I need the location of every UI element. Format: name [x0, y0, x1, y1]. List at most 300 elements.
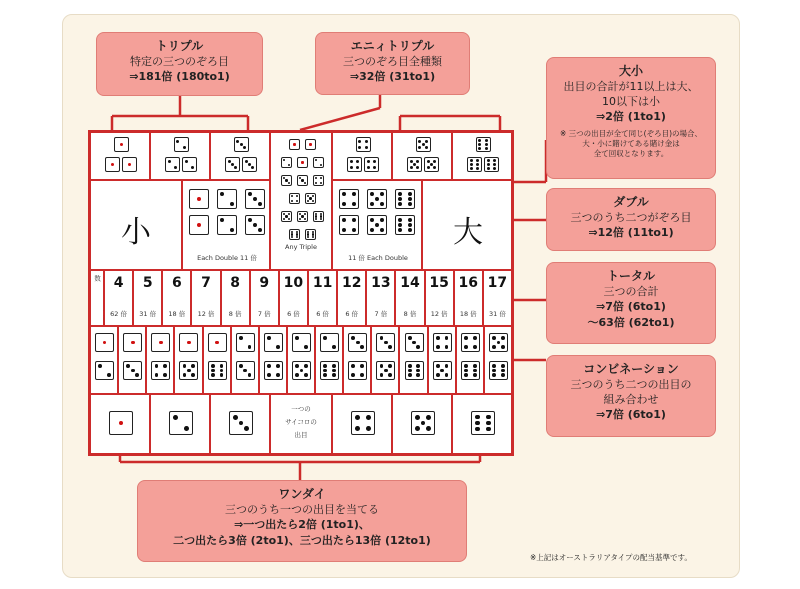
- total-number: 5: [142, 275, 153, 291]
- pip: [470, 159, 473, 162]
- die-face-3-icon: [242, 157, 257, 172]
- pip: [220, 218, 224, 222]
- pip: [107, 373, 111, 377]
- small-bet-area[interactable]: [90, 180, 182, 270]
- total-odds: 31 倍: [488, 310, 506, 318]
- die-face-1-icon: [151, 333, 170, 352]
- triple-callout: [96, 32, 263, 96]
- pip: [501, 345, 505, 349]
- any-triple-payout: ⇒32倍 (31to1): [349, 70, 436, 83]
- die-face-2-icon: [217, 215, 237, 235]
- pip: [296, 195, 298, 197]
- pip: [476, 163, 479, 166]
- pip: [408, 364, 412, 368]
- combination-3-6-bet-area[interactable]: [399, 326, 427, 394]
- pip: [426, 426, 431, 431]
- die-face-5-icon: [411, 411, 435, 435]
- pip: [174, 166, 177, 169]
- total-number: 17: [487, 275, 508, 291]
- pip: [421, 421, 426, 426]
- pip: [304, 364, 308, 368]
- pip: [398, 192, 402, 196]
- single-5-bet-area[interactable]: [392, 394, 452, 454]
- pip: [283, 159, 285, 161]
- pip: [487, 163, 490, 166]
- total-number: 4: [113, 275, 124, 291]
- pip: [309, 143, 311, 145]
- pip: [473, 364, 477, 368]
- pip: [295, 364, 299, 368]
- triple-4-bet-area[interactable]: [332, 132, 392, 180]
- pip: [408, 369, 412, 373]
- pip: [332, 369, 336, 373]
- pip: [253, 197, 257, 201]
- pip: [352, 228, 356, 232]
- double-right-area[interactable]: [332, 180, 422, 270]
- total-5-bet-area[interactable]: [133, 270, 162, 326]
- big-small-callout: [546, 57, 716, 179]
- big-label: 大: [453, 215, 483, 250]
- pip: [323, 336, 327, 340]
- die-face-5-icon: [179, 361, 198, 380]
- die-face-1-icon: [95, 333, 114, 352]
- pip: [119, 421, 124, 426]
- total-odds: 8 倍: [228, 310, 242, 318]
- combination-1-4-bet-area[interactable]: [146, 326, 174, 394]
- pip: [312, 195, 314, 197]
- die-face-3-icon: [123, 361, 142, 380]
- pip: [412, 341, 416, 345]
- pip: [332, 364, 336, 368]
- double-left-area[interactable]: [182, 180, 270, 270]
- pip: [173, 415, 178, 420]
- total-number: 8: [230, 275, 240, 291]
- total-number: 7: [201, 275, 211, 291]
- pip: [475, 421, 480, 426]
- pip: [367, 166, 370, 169]
- pip: [304, 373, 308, 377]
- pip: [301, 179, 303, 181]
- total-9-bet-area[interactable]: [250, 270, 279, 326]
- pip: [288, 164, 290, 166]
- pip: [398, 202, 402, 206]
- pip: [410, 160, 413, 163]
- pip: [478, 139, 481, 142]
- pip: [131, 341, 135, 345]
- combination-4-6-bet-area[interactable]: [456, 326, 484, 394]
- pip: [493, 159, 496, 162]
- total-odds: 18 倍: [459, 310, 477, 318]
- die-face-4-icon: [461, 333, 480, 352]
- pip: [464, 373, 468, 377]
- pip: [485, 147, 488, 150]
- pip: [191, 364, 195, 368]
- die-face-3-icon: [376, 333, 395, 352]
- pip: [103, 341, 107, 345]
- pip: [228, 160, 231, 163]
- die-face-2-icon: [292, 333, 311, 352]
- pip: [159, 341, 163, 345]
- combination-2-6-bet-area[interactable]: [315, 326, 343, 394]
- pip: [445, 345, 449, 349]
- pip: [388, 373, 392, 377]
- pip: [492, 364, 496, 368]
- pip: [408, 192, 412, 196]
- pip: [315, 218, 317, 220]
- pip: [258, 202, 262, 206]
- combination-1-3-bet-area[interactable]: [118, 326, 146, 394]
- total-payout-2: ～63倍 (62to1): [587, 316, 675, 329]
- total-number: 16: [458, 275, 479, 291]
- pip: [230, 202, 234, 206]
- pip: [184, 426, 189, 431]
- total-number: 11: [312, 275, 333, 291]
- pip: [220, 192, 224, 196]
- pip: [240, 143, 243, 146]
- pip: [380, 192, 384, 196]
- pip: [380, 336, 384, 340]
- pip: [373, 166, 376, 169]
- die-face-6-icon: [461, 361, 480, 380]
- combination-3-5-bet-area[interactable]: [371, 326, 399, 394]
- footnote: ※上記はオーストラリアタイプの配当基準です。: [530, 553, 692, 562]
- one-die-payout-1: ⇒一つ出たら2倍 (1to1)、: [234, 518, 370, 531]
- die-face-3-icon: [236, 361, 255, 380]
- pip: [473, 369, 477, 373]
- pip: [464, 336, 468, 340]
- pip: [351, 373, 355, 377]
- big-small-note-1: ※ 三つの出目が全て同じ(ぞろ目)の場合、: [559, 129, 703, 138]
- pip: [478, 143, 481, 146]
- pip: [220, 369, 224, 373]
- triple-6-bet-area[interactable]: [452, 132, 512, 180]
- die-face-2-icon: [313, 157, 324, 168]
- pip: [475, 415, 480, 420]
- total-12-bet-area[interactable]: [337, 270, 366, 326]
- pip: [433, 166, 436, 169]
- pip: [304, 182, 306, 184]
- die-face-1-icon: [122, 157, 137, 172]
- pip: [304, 218, 306, 220]
- triple-desc: 特定の三つのぞろ目: [130, 55, 229, 68]
- single-2-bet-area[interactable]: [150, 394, 210, 454]
- die-face-4-icon: [364, 157, 379, 172]
- die-face-1-icon: [109, 411, 133, 435]
- pip: [501, 336, 505, 340]
- pip: [342, 192, 346, 196]
- die-face-4-icon: [264, 361, 283, 380]
- pip: [253, 223, 257, 227]
- total-11-bet-area[interactable]: [308, 270, 337, 326]
- die-face-6-icon: [289, 229, 300, 240]
- total-odds: 62 倍: [110, 310, 127, 318]
- pip: [501, 369, 505, 373]
- pip: [239, 336, 243, 340]
- single-6-bet-area[interactable]: [452, 394, 512, 454]
- die-face-5-icon: [367, 215, 387, 235]
- pip: [476, 159, 479, 162]
- pip: [288, 182, 290, 184]
- pip: [243, 369, 247, 373]
- pip: [168, 160, 171, 163]
- die-face-1-icon: [189, 215, 209, 235]
- pip: [332, 345, 336, 349]
- single-1-bet-area[interactable]: [90, 394, 150, 454]
- pip: [436, 373, 440, 377]
- total-14-bet-area[interactable]: [395, 270, 424, 326]
- pip: [416, 166, 419, 169]
- total-odds: 6 倍: [345, 310, 359, 318]
- pip: [375, 223, 379, 227]
- total-7-bet-area[interactable]: [191, 270, 220, 326]
- pip: [320, 177, 322, 179]
- combination-callout: [546, 355, 716, 437]
- pip: [365, 146, 368, 149]
- pip: [309, 197, 311, 199]
- pip: [408, 218, 412, 222]
- total-number: 15: [429, 275, 449, 291]
- total-number: 9: [259, 275, 270, 291]
- pip: [251, 166, 254, 169]
- pip: [380, 228, 384, 232]
- pip: [370, 218, 374, 222]
- pip: [295, 373, 299, 377]
- pip: [416, 369, 420, 373]
- pip: [258, 228, 262, 232]
- triple-title: トリプル: [155, 39, 204, 53]
- combination-4-5-bet-area[interactable]: [428, 326, 456, 394]
- pip: [427, 166, 430, 169]
- double-title: ダブル: [613, 195, 649, 209]
- pip: [398, 218, 402, 222]
- double-desc: 三つのうち二つがぞろ目: [570, 211, 692, 224]
- pip: [410, 166, 413, 169]
- pip: [312, 200, 314, 202]
- combination-1-6-bet-area[interactable]: [203, 326, 231, 394]
- pip: [473, 373, 477, 377]
- pip: [464, 345, 468, 349]
- pip: [307, 200, 309, 202]
- die-face-6-icon: [395, 189, 415, 209]
- pip: [415, 415, 420, 420]
- total-16-bet-area[interactable]: [454, 270, 483, 326]
- single-4-bet-area[interactable]: [332, 394, 392, 454]
- pip: [360, 364, 364, 368]
- pip: [427, 160, 430, 163]
- pip: [285, 215, 287, 217]
- pip: [351, 336, 355, 340]
- pip: [185, 160, 188, 163]
- combination-title: コンビネーション: [583, 362, 679, 376]
- total-odds: 31 倍: [139, 310, 157, 318]
- pip: [408, 373, 412, 377]
- die-face-4-icon: [347, 157, 362, 172]
- any-triple-desc: 三つのぞろ目全種類: [343, 55, 442, 68]
- big-bet-area[interactable]: [422, 180, 512, 270]
- big-small-note-3: 全て回収となります。: [593, 149, 669, 158]
- pip: [291, 236, 293, 238]
- total-odds: 12 倍: [197, 310, 215, 318]
- pip: [239, 364, 243, 368]
- pip: [233, 415, 238, 420]
- combination-1-2-bet-area[interactable]: [90, 326, 118, 394]
- pip: [350, 166, 353, 169]
- combination-5-6-bet-area[interactable]: [484, 326, 512, 394]
- die-face-5-icon: [367, 189, 387, 209]
- pip: [408, 223, 412, 227]
- die-face-1-icon: [208, 333, 227, 352]
- pip: [276, 364, 280, 368]
- triple-1-bet-area[interactable]: [90, 132, 150, 180]
- combination-2-4-bet-area[interactable]: [259, 326, 287, 394]
- die-face-1-icon: [179, 333, 198, 352]
- pip: [293, 143, 295, 145]
- pip: [183, 373, 187, 377]
- pip: [501, 373, 505, 377]
- combination-2-5-bet-area[interactable]: [287, 326, 315, 394]
- pip: [416, 345, 420, 349]
- pip: [370, 192, 374, 196]
- any-triple-area[interactable]: [270, 132, 332, 270]
- die-face-5-icon: [281, 211, 292, 222]
- die-face-1-icon: [114, 137, 129, 152]
- pip: [351, 364, 355, 368]
- pip: [398, 197, 402, 201]
- die-face-2-icon: [264, 333, 283, 352]
- pip: [416, 373, 420, 377]
- combination-desc-2: 組み合わせ: [603, 393, 659, 406]
- pip: [342, 202, 346, 206]
- any-triple-label: Any Triple: [285, 243, 317, 251]
- combination-1-5-bet-area[interactable]: [174, 326, 202, 394]
- total-4-bet-area[interactable]: [104, 270, 133, 326]
- pip: [473, 336, 477, 340]
- double-payout: ⇒12倍 (11to1): [588, 226, 674, 239]
- die-face-6-icon: [405, 361, 424, 380]
- total-desc: 三つの合計: [603, 285, 659, 298]
- pip: [155, 364, 159, 368]
- pip: [163, 373, 167, 377]
- pip: [373, 160, 376, 163]
- die-face-3-icon: [225, 157, 240, 172]
- pip: [360, 345, 364, 349]
- triple-5-bet-area[interactable]: [392, 132, 452, 180]
- die-face-4-icon: [339, 189, 359, 209]
- pip: [211, 364, 215, 368]
- pip: [276, 373, 280, 377]
- total-side-cell: [90, 270, 104, 326]
- pip: [191, 166, 194, 169]
- pip: [433, 160, 436, 163]
- big-small-title: 大小: [618, 64, 643, 78]
- pip: [497, 341, 501, 345]
- one-die-callout: [137, 480, 467, 562]
- die-face-2-icon: [182, 157, 197, 172]
- die-face-4-icon: [339, 215, 359, 235]
- pip: [436, 364, 440, 368]
- triple-2-bet-area[interactable]: [150, 132, 210, 180]
- pip: [380, 364, 384, 368]
- die-face-6-icon: [320, 361, 339, 380]
- die-face-5-icon: [407, 157, 422, 172]
- pip: [183, 364, 187, 368]
- total-17-bet-area[interactable]: [483, 270, 512, 326]
- pip: [470, 163, 473, 166]
- combination-2-3-bet-area[interactable]: [231, 326, 259, 394]
- each-double-right-label: 11 倍 Each Double: [348, 254, 408, 262]
- die-face-5-icon: [297, 211, 308, 222]
- pip: [475, 427, 480, 432]
- pip: [492, 373, 496, 377]
- pip: [493, 167, 496, 170]
- die-face-3-icon: [245, 189, 265, 209]
- pip: [98, 364, 102, 368]
- single-3-bet-area[interactable]: [210, 394, 270, 454]
- total-10-bet-area[interactable]: [279, 270, 308, 326]
- pip: [323, 364, 327, 368]
- small-label: 小: [121, 215, 151, 250]
- total-payout-1: ⇒7倍 (6to1): [596, 300, 666, 313]
- single-center-line-2: サイコロの: [285, 418, 317, 426]
- pip: [425, 140, 428, 143]
- total-number: 14: [400, 275, 420, 291]
- pip: [470, 167, 473, 170]
- total-13-bet-area[interactable]: [366, 270, 395, 326]
- big-small-note-2: 大・小に賭けてある賭け金は: [582, 139, 680, 148]
- pip: [478, 147, 481, 150]
- pip: [436, 345, 440, 349]
- pip: [440, 369, 444, 373]
- die-face-3-icon: [348, 333, 367, 352]
- die-face-5-icon: [292, 361, 311, 380]
- single-center-cell: [270, 394, 332, 454]
- pip: [230, 228, 234, 232]
- triple-payout: ⇒181倍 (180to1): [129, 70, 230, 83]
- total-15-bet-area[interactable]: [425, 270, 454, 326]
- die-face-5-icon: [489, 333, 508, 352]
- die-face-6-icon: [313, 211, 324, 222]
- die-face-3-icon: [281, 175, 292, 186]
- pip: [320, 218, 322, 220]
- pip: [296, 236, 298, 238]
- die-face-5-icon: [433, 361, 452, 380]
- pip: [375, 197, 379, 201]
- die-face-1-icon: [123, 333, 142, 352]
- total-8-bet-area[interactable]: [221, 270, 250, 326]
- pip: [315, 182, 317, 184]
- sic-bo-betting-board: [88, 130, 514, 456]
- pip: [486, 415, 491, 420]
- die-face-2-icon: [320, 333, 339, 352]
- total-6-bet-area[interactable]: [162, 270, 191, 326]
- one-die-payout-2: 二つ出たら3倍 (2to1)、三つ出たら13倍 (12to1): [173, 534, 431, 547]
- total-odds: 18 倍: [168, 310, 186, 318]
- total-callout: [546, 262, 716, 344]
- triple-3-bet-area[interactable]: [210, 132, 270, 180]
- pip: [380, 202, 384, 206]
- pip: [408, 336, 412, 340]
- pip: [245, 160, 248, 163]
- pip: [355, 415, 360, 420]
- combination-3-4-bet-area[interactable]: [343, 326, 371, 394]
- pip: [398, 223, 402, 227]
- total-number: 12: [341, 275, 362, 291]
- pip: [366, 415, 371, 420]
- any-triple-title: エニィトリプル: [350, 39, 435, 53]
- pip: [492, 336, 496, 340]
- die-face-1-icon: [297, 157, 308, 168]
- pip: [380, 218, 384, 222]
